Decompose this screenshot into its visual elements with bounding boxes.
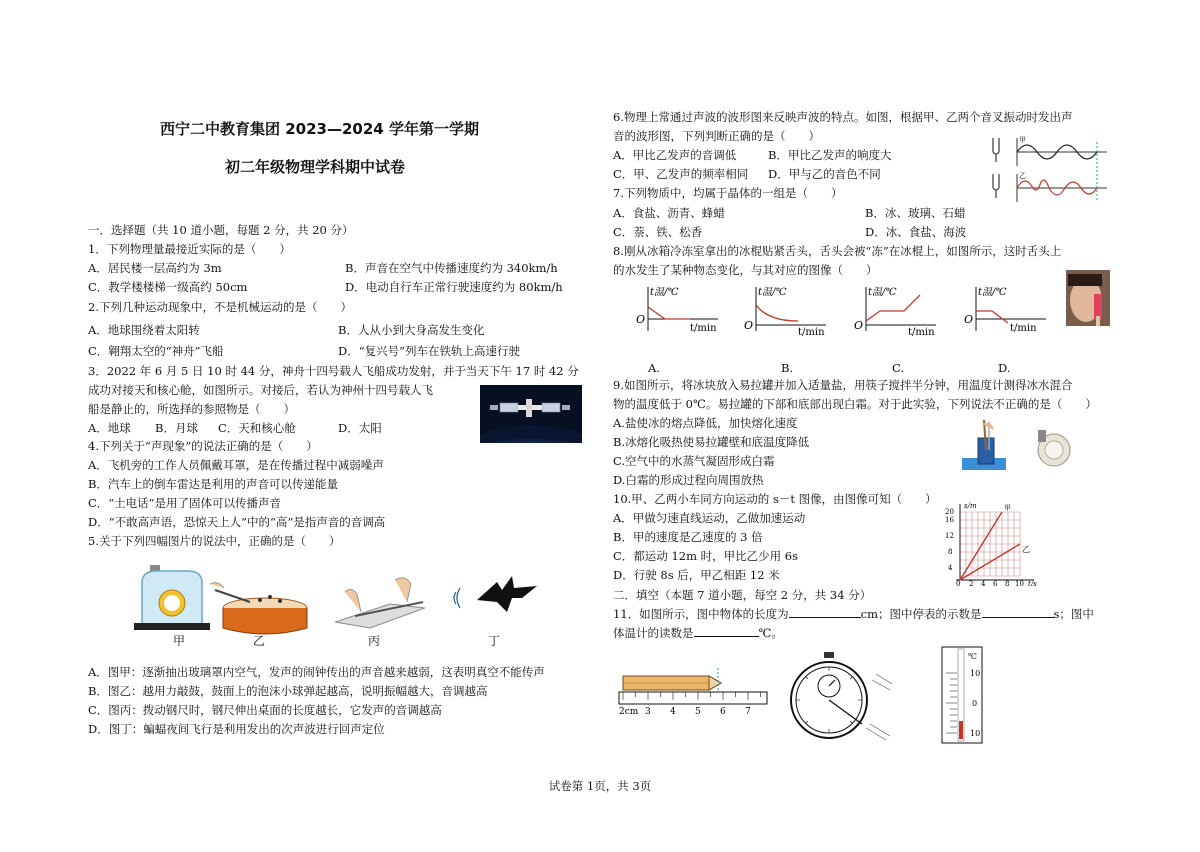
- st-ytick-20: 20: [945, 508, 954, 516]
- ruler-tick-6: 6: [720, 707, 726, 717]
- therm-tick-10-bottom: 10: [970, 729, 981, 738]
- q8b-xlabel: t/min: [798, 327, 825, 338]
- st-label-jia: 甲: [1004, 504, 1011, 512]
- q9-option-b: B.冰熔化吸热使易拉罐壁和底温度降低: [613, 435, 810, 449]
- q6-option-c: C．甲、乙发声的频率相同: [613, 167, 749, 181]
- q6-line2: 音的波形图，下列判断正确的是（ ）: [613, 129, 820, 143]
- q3-line2: 成功对接天和核心舱，如图所示。对接后，若认为神州十四号载人飞: [88, 383, 433, 397]
- st-ytick-4: 4: [948, 564, 953, 572]
- q8a-ylabel: t温/℃: [650, 287, 679, 298]
- fork-label-jia: 甲: [1019, 136, 1026, 144]
- q3-option-d: D．太阳: [338, 421, 382, 435]
- st-label-yi: 乙: [1022, 545, 1030, 554]
- q5-option-d: D．图丁：蝙蝠夜间飞行是利用发出的次声波进行回声定位: [88, 722, 385, 736]
- q8-graph-b: [738, 283, 830, 341]
- q3-line1: 3．2022 年 6 月 5 日 10 时 44 分，神舟十四号载人飞船成功发射，并于当天下午 17 时 42 分: [88, 364, 579, 378]
- q8d-xlabel: t/min: [1010, 323, 1037, 334]
- ruler-figure: [335, 572, 425, 632]
- fork-label-yi: 乙: [1019, 172, 1026, 180]
- q8c-origin: O: [854, 319, 864, 332]
- q8b-origin: O: [744, 319, 754, 332]
- q11-text-unit: ℃。: [758, 626, 783, 640]
- q8-line1: 8.刚从冰箱冷冻室拿出的冰棍贴紧舌头，舌头会被“冻”在冰棍上，如图所示，这时舌头上: [613, 244, 1062, 258]
- st-ytick-16: 16: [945, 516, 954, 524]
- q6-option-d: D．甲与乙的音色不同: [768, 167, 881, 181]
- q2-option-c: C．翱翔太空的“神舟”飞船: [88, 344, 224, 358]
- q11-blank-therm[interactable]: [694, 624, 759, 637]
- q8-graph-c: [848, 283, 940, 341]
- q1-option-c: C．教学楼楼梯一级高约 50cm: [88, 280, 248, 294]
- q9-line2: 物的温度低于 0℃。易拉罐的下部和底部出现白霜。对于此实验，下列说法不正确的是（ ）: [613, 397, 1097, 411]
- q11-text-length: 11．如图所示，图中物体的长度为: [613, 607, 789, 621]
- q8-label-c: C.: [892, 361, 905, 375]
- q8-graph-d: [958, 283, 1050, 341]
- therm-tick-0: 0: [972, 699, 978, 708]
- q2-option-b: B．人从小到大身高发生变化: [338, 323, 485, 337]
- q5-option-a: A．图甲：逐渐抽出玻璃罩内空气，发声的闹钟传出的声音越来越弱，这表明真空不能传声: [88, 665, 545, 679]
- st-ytick-12: 12: [945, 532, 954, 540]
- thermometer: [940, 645, 998, 745]
- q8-line2: 的水发生了某种物态变化，与其对应的图像（ ）: [613, 263, 878, 277]
- ruler-with-pencil: [617, 668, 769, 718]
- q5-label-yi: 乙: [253, 634, 266, 648]
- q9-line1: 9.如图所示，将冰块放入易拉罐并加入适量盐，用筷子搅拌半分钟，用温度计测得冰水混合: [613, 378, 1073, 392]
- q8-label-d: D.: [998, 361, 1011, 375]
- q11-blank-length[interactable]: [789, 605, 861, 618]
- q5-label-jia: 甲: [173, 634, 186, 648]
- q5-stem: 5.关于下列四幅图片的说法中，正确的是（ ）: [88, 534, 341, 548]
- q3-option-b: B．月球: [155, 421, 198, 435]
- q4-option-c: C．“土电话”是用了固体可以传播声音: [88, 496, 282, 510]
- q5-label-bing: 丙: [368, 634, 381, 648]
- ruler-tick-3: 3: [645, 707, 651, 717]
- q3-option-c: C．天和核心舱: [218, 421, 296, 435]
- q2-option-d: D．“复兴号”列车在铁轨上高速行驶: [338, 344, 520, 358]
- q4-stem: 4.下列关于“声现象”的说法正确的是（ ）: [88, 439, 318, 453]
- tuning-fork-waveforms: [985, 132, 1110, 207]
- q4-option-a: A．飞机旁的工作人员佩戴耳罩，是在传播过程中减弱噪声: [88, 458, 384, 472]
- st-xtick-4: 4: [981, 580, 986, 586]
- q8a-origin: O: [636, 313, 646, 326]
- st-xtick-6: 6: [993, 580, 998, 586]
- space-station-image: [480, 385, 582, 443]
- q10-option-b: B．甲的速度是乙速度的 3 倍: [613, 530, 763, 544]
- q2-stem: 2.下列几种运动现象中，不是机械运动的是（ ）: [88, 300, 352, 314]
- q11-text-therm2: 体温计的读数是: [613, 626, 694, 640]
- stopwatch: [790, 650, 908, 750]
- q10-option-d: D．行驶 8s 后，甲乙相距 12 米: [613, 568, 780, 582]
- ruler-tick-2cm: 2cm: [619, 707, 639, 717]
- q8d-ylabel: t温/℃: [978, 287, 1007, 298]
- q1-option-d: D．电动自行车正常行驶速度约为 80km/h: [345, 280, 563, 294]
- ruler-tick-4: 4: [670, 707, 676, 717]
- exam-subtitle: 初二年级物理学科期中试卷: [225, 158, 406, 176]
- q11-text-therm: s；图中: [1053, 607, 1094, 621]
- q10-stem: 10.甲、乙两小车同方向运动的 s－t 图像，由图像可知（ ）: [613, 492, 937, 506]
- q9-option-c: C.空气中的水蒸气凝固形成白霜: [613, 454, 775, 468]
- q6-option-b: B．甲比乙发声的响度大: [768, 148, 892, 162]
- q8d-origin: O: [964, 313, 974, 326]
- q10-option-a: A．甲做匀速直线运动，乙做加速运动: [613, 511, 806, 525]
- drum-figure: [210, 580, 310, 635]
- q11-line1: [613, 605, 1094, 624]
- q3-line3: 船是静止的，所选择的参照物是（ ）: [88, 402, 295, 416]
- section-fill-heading: 二．填空（本题 7 道小题，每空 2 分，共 34 分）: [613, 588, 872, 602]
- popsicle-photo: [1066, 270, 1110, 326]
- q4-option-d: D．“不敢高声语，恐惊天上人”中的“高”是指声音的音调高: [88, 515, 386, 529]
- q11-line2: [613, 624, 783, 643]
- q9-option-a: A.盐使冰的熔点降低，加快熔化速度: [613, 416, 798, 430]
- q7-option-a: A．食盐、沥青、蜂蜡: [613, 206, 725, 220]
- q7-stem: 7.下列物质中，均属于晶体的一组是（ ）: [613, 186, 843, 200]
- st-xtick-10: 10: [1015, 580, 1024, 586]
- therm-unit: ℃: [968, 652, 977, 661]
- q7-option-d: D．冰、食盐、海波: [865, 225, 967, 239]
- st-xtick-2: 2: [969, 580, 974, 586]
- ruler-tick-5: 5: [695, 707, 701, 717]
- st-xtick-0: 0: [956, 580, 961, 586]
- exam-title: 西宁二中教育集团 2023—2024 学年第一学期: [160, 120, 479, 138]
- q4-option-b: B．汽车上的倒车雷达是利用的声音可以传递能量: [88, 477, 338, 491]
- q8c-xlabel: t/min: [908, 327, 935, 338]
- q5-option-b: B．图乙：越用力敲鼓，鼓面上的泡沫小球弹起越高，说明振幅越大，音调越高: [88, 684, 488, 698]
- bell-jar-figure: [132, 563, 212, 633]
- st-ylabel: s/m: [964, 502, 977, 510]
- q11-blank-stopwatch[interactable]: [982, 605, 1054, 618]
- q7-option-b: B．冰、玻璃、石蜡: [865, 206, 966, 220]
- q9-option-d: D.白霜的形成过程向周围放热: [613, 473, 764, 487]
- page-footer: 试卷第 1页，共 3页: [548, 779, 652, 793]
- ruler-tick-7: 7: [745, 707, 751, 717]
- q6-line1: 6.物理上常通过声波的波形图来反映声波的特点。如图，根据甲、乙两个音叉振动时发出声: [613, 110, 1073, 124]
- therm-tick-10-top: 10: [970, 669, 981, 678]
- q8-graph-a: [630, 283, 722, 341]
- q7-option-c: C．萘、铁、松香: [613, 225, 703, 239]
- ice-can-photos: [962, 420, 1080, 474]
- q8a-xlabel: t/min: [690, 323, 717, 334]
- q3-option-a: A．地球: [88, 421, 131, 435]
- st-xtick-8: 8: [1005, 580, 1010, 586]
- q8b-ylabel: t温/℃: [758, 287, 787, 298]
- section-choice-heading: 一．选择题（共 10 道小题，每题 2 分，共 20 分）: [88, 223, 354, 237]
- bat-figure: [452, 572, 542, 622]
- st-ytick-8: 8: [948, 548, 953, 556]
- q2-option-a: A．地球围绕着太阳转: [88, 323, 200, 337]
- q1-option-a: A．居民楼一层高约为 3m: [88, 261, 222, 275]
- q11-text-stopwatch: cm；图中停表的示数是: [860, 607, 982, 621]
- q5-label-ding: 丁: [488, 634, 501, 648]
- q8c-ylabel: t温/℃: [868, 287, 897, 298]
- st-xlabel: t/s: [1028, 580, 1037, 586]
- q8-label-b: B.: [781, 361, 794, 375]
- q5-option-c: C．图丙：拨动钢尺时，钢尺伸出桌面的长度越长，它发声的音调越高: [88, 703, 442, 717]
- q8-label-a: A.: [648, 361, 660, 375]
- st-graph: [942, 500, 1046, 586]
- q1-option-b: B．声音在空气中传播速度约为 340km/h: [345, 261, 558, 275]
- q10-option-c: C．都运动 12m 时，甲比乙少用 6s: [613, 549, 799, 563]
- q1-stem: 1．下列物理量最接近实际的是（ ）: [88, 242, 291, 256]
- q6-option-a: A．甲比乙发声的音调低: [613, 148, 737, 162]
